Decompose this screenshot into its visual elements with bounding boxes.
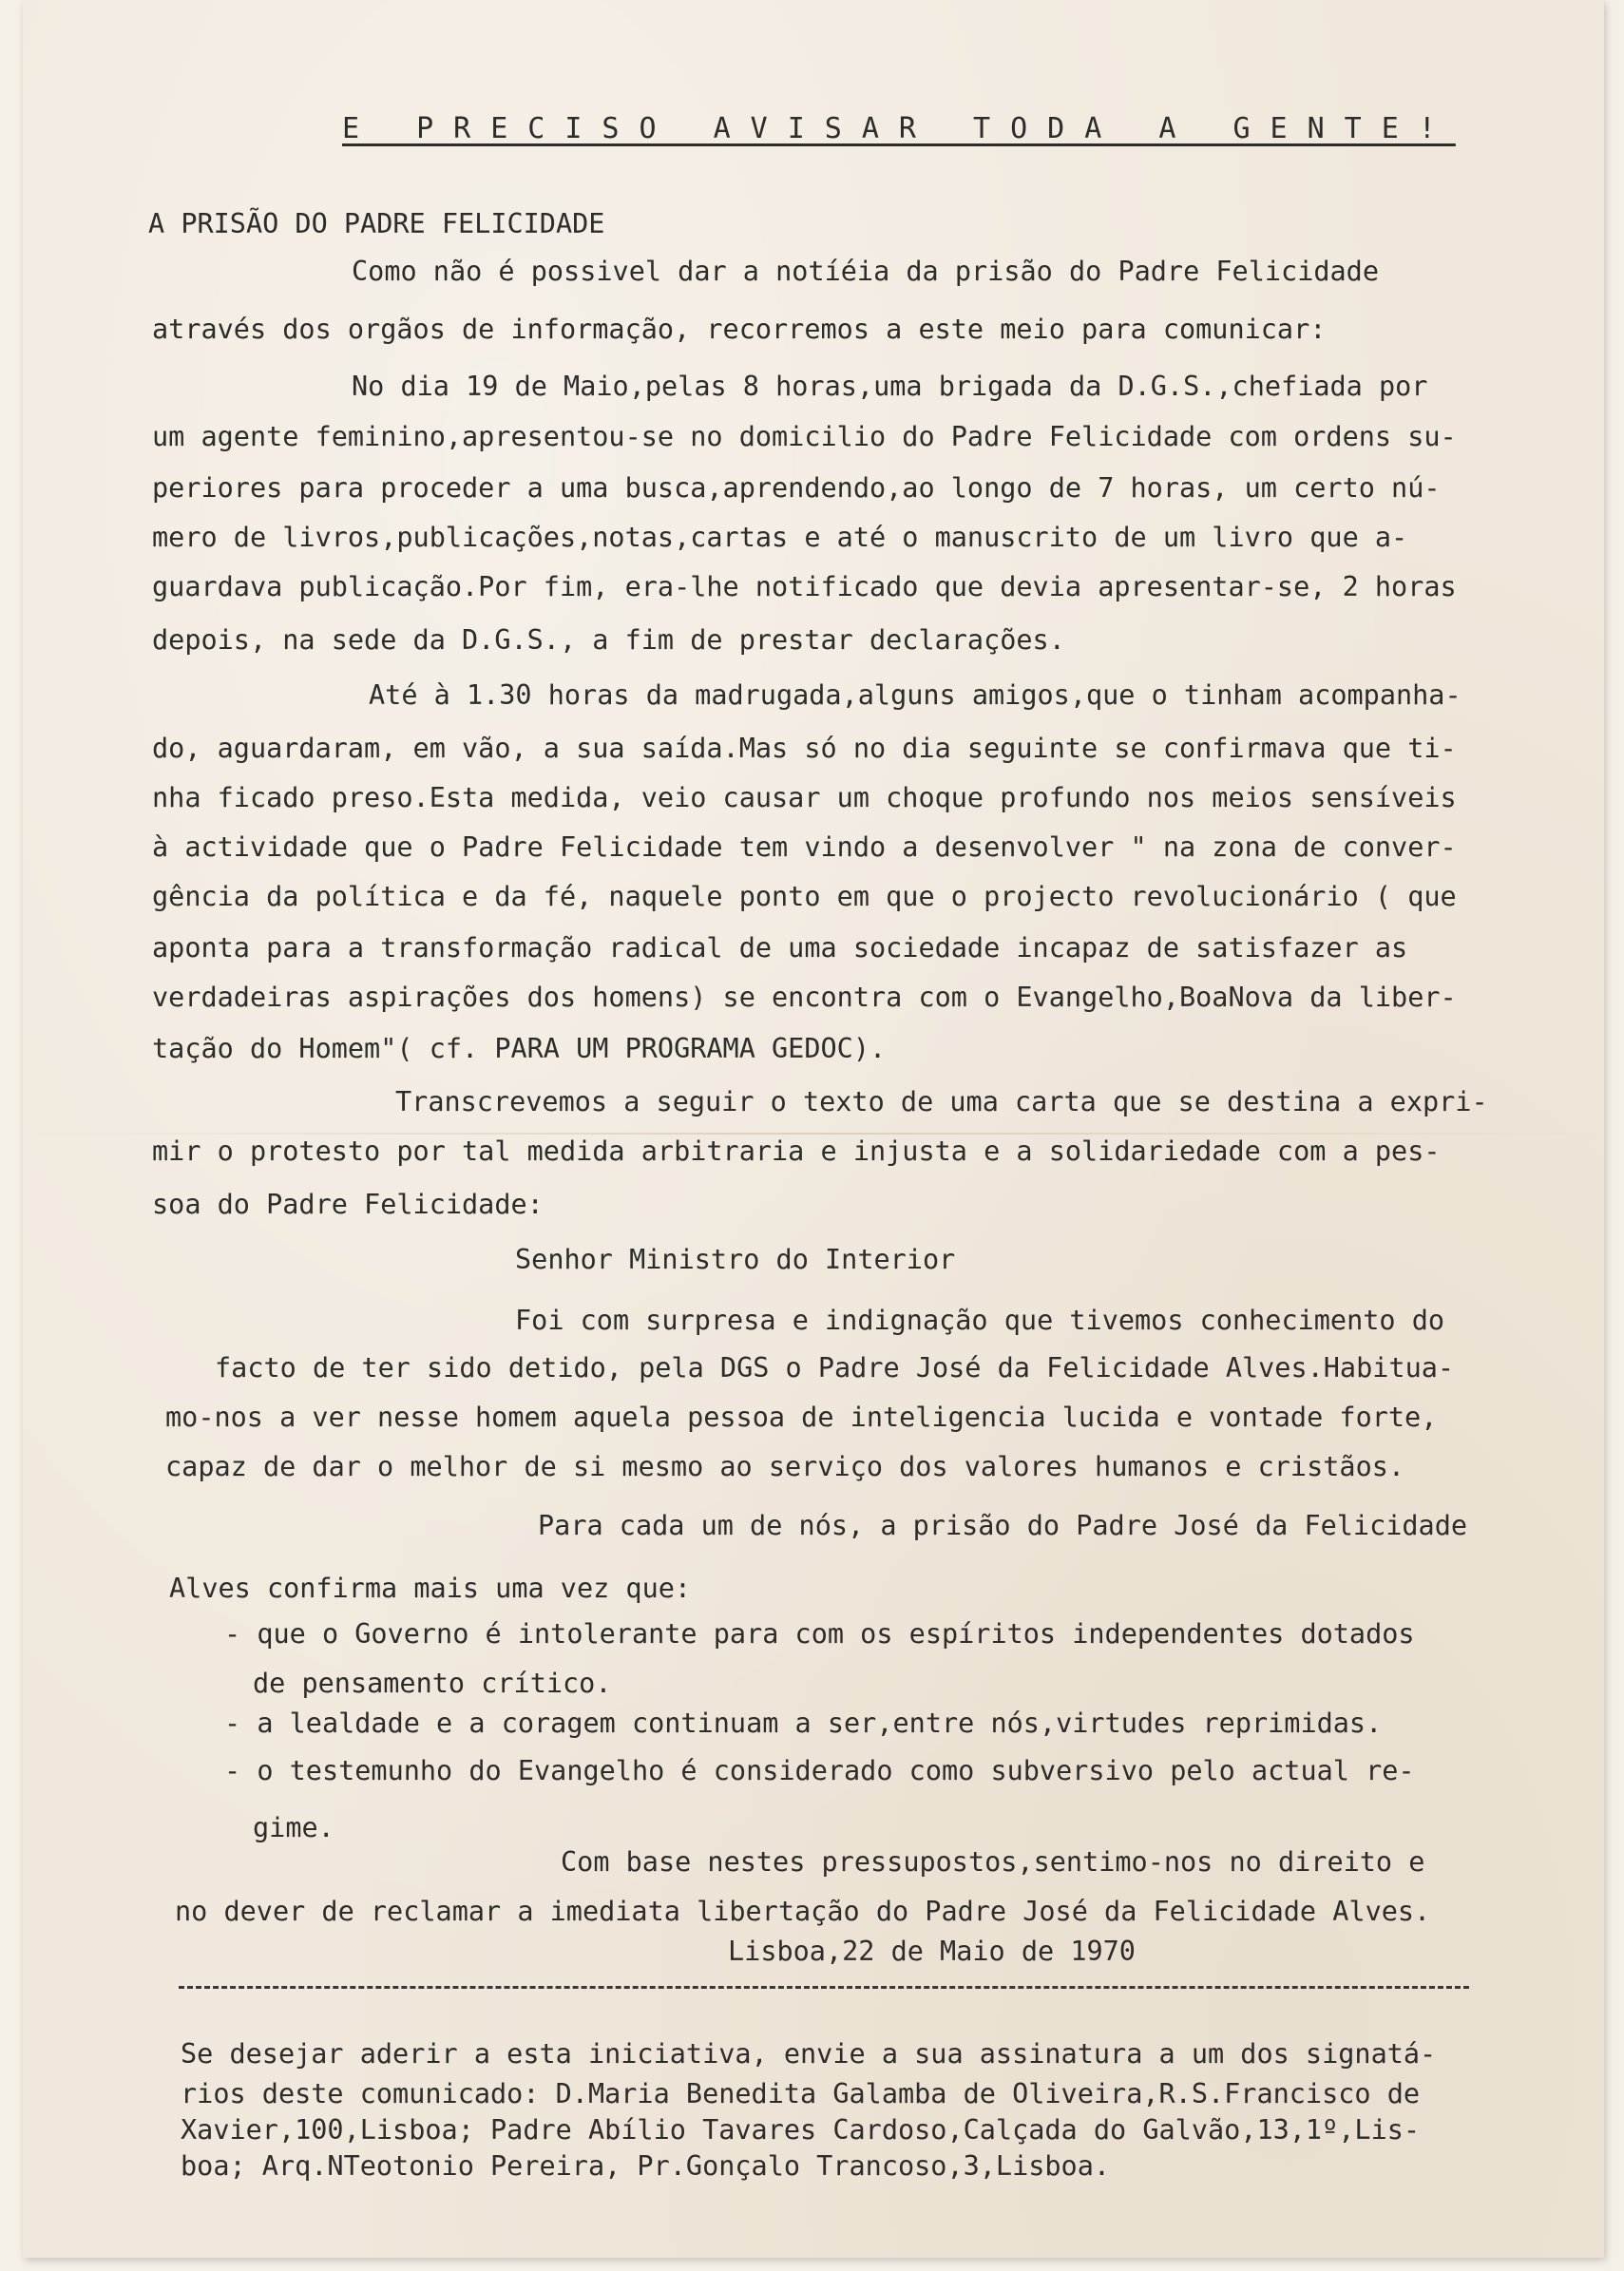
body-line: mo-nos a ver nesse homem aquela pessoa de inteligencia lucida e vontade forte,	[165, 1402, 1438, 1433]
body-line: mero de livros,publicações,notas,cartas e até o manuscrito de um livro que a-	[152, 522, 1408, 553]
footer-line: boa; Arq.NTeotonio Pereira, Pr.Gonçalo Trancoso,3,Lisboa.	[181, 2150, 1111, 2182]
divider	[179, 1986, 1469, 1989]
body-line: Com base nestes pressupostos,sentimo-nos no direito e	[561, 1846, 1425, 1878]
body-line: tação do Homem"( cf. PARA UM PROGRAMA GEDOC).	[152, 1033, 887, 1064]
body-line: através dos orgãos de informação, recorremos a este meio para comunicar:	[152, 314, 1327, 345]
body-line: no dever de reclamar a imediata libertação do Padre José da Felicidade Alves.	[175, 1896, 1431, 1927]
body-line: depois, na sede da D.G.S., a fim de prestar declarações.	[152, 624, 1065, 656]
list-item: - que o Governo é intolerante para com os espíritos independentes dotados	[224, 1618, 1415, 1650]
body-line: um agente feminino,apresentou-se no domicilio do Padre Felicidade com ordens su-	[152, 421, 1457, 452]
paper-fold-line	[23, 1133, 1604, 1135]
body-line: Transcrevemos a seguir o texto de uma carta que se destina a expri-	[395, 1086, 1488, 1117]
footer-line: Se desejar aderir a esta iniciativa, envie a sua assinatura a um dos signatá-	[181, 2038, 1437, 2070]
body-line: à actividade que o Padre Felicidade tem vindo a desenvolver " na zona de conver-	[152, 831, 1457, 863]
body-line: capaz de dar o melhor de si mesmo ao serviço dos valores humanos e cristãos.	[165, 1451, 1405, 1482]
letter-salutation: Senhor Ministro do Interior	[515, 1244, 956, 1275]
body-line: verdadeiras aspirações dos homens) se encontra com o Evangelho,BoaNova da liber-	[152, 982, 1457, 1013]
body-line: No dia 19 de Maio,pelas 8 horas,uma brigada da D.G.S.,chefiada por	[352, 371, 1428, 402]
body-line: nha ficado preso.Esta medida, veio causar um choque profundo nos meios sensíveis	[152, 782, 1457, 813]
list-item: de pensamento crítico.	[253, 1668, 612, 1699]
body-line: Foi com surpresa e indignação que tivemos conhecimento do	[515, 1305, 1445, 1336]
letter-date: Lisboa,22 de Maio de 1970	[728, 1936, 1136, 1967]
body-line: do, aguardaram, em vão, a sua saída.Mas só no dia seguinte se confirmava que ti-	[152, 733, 1457, 764]
body-line: facto de ter sido detido, pela DGS o Padre José da Felicidade Alves.Habitua-	[215, 1352, 1455, 1384]
body-line: soa do Padre Felicidade:	[152, 1189, 544, 1220]
body-line: Para cada um de nós, a prisão do Padre José da Felicidade	[538, 1510, 1468, 1541]
body-line: gência da política e da fé, naquele ponto em que o projecto revolucionário ( que	[152, 881, 1457, 912]
list-item: gime.	[253, 1812, 334, 1843]
footer-line: rios deste comunicado: D.Maria Benedita Galamba de Oliveira,R.S.Francisco de	[181, 2078, 1421, 2109]
footer-line: Xavier,100,Lisboa; Padre Abílio Tavares Cardoso,Calçada do Galvão,13,1º,Lis-	[181, 2114, 1421, 2146]
body-line: Como não é possivel dar a notíéia da prisão do Padre Felicidade	[352, 256, 1379, 287]
list-item: - a lealdade e a coragem continuam a ser,entre nós,virtudes reprimidas.	[224, 1708, 1383, 1739]
list-item: - o testemunho do Evangelho é considerado como subversivo pelo actual re-	[224, 1755, 1415, 1786]
body-line: guardava publicação.Por fim, era-lhe notificado que devia apresentar-se, 2 horas	[152, 571, 1457, 602]
section-heading: A PRISÃO DO PADRE FELICIDADE	[148, 208, 605, 239]
body-line: aponta para a transformação radical de uma sociedade incapaz de satisfazer as	[152, 932, 1408, 964]
body-line: Até à 1.30 horas da madrugada,alguns amigos,que o tinham acompanha-	[369, 679, 1462, 711]
body-line: periores para proceder a uma busca,aprendendo,ao longo de 7 horas, um certo nú-	[152, 472, 1441, 504]
body-line: mir o protesto por tal medida arbitraria e injusta e a solidariedade com a pes-	[152, 1136, 1441, 1167]
document-title: E PRECISO AVISAR TODA A GENTE!	[342, 112, 1456, 145]
body-line: Alves confirma mais uma vez que:	[169, 1573, 692, 1604]
